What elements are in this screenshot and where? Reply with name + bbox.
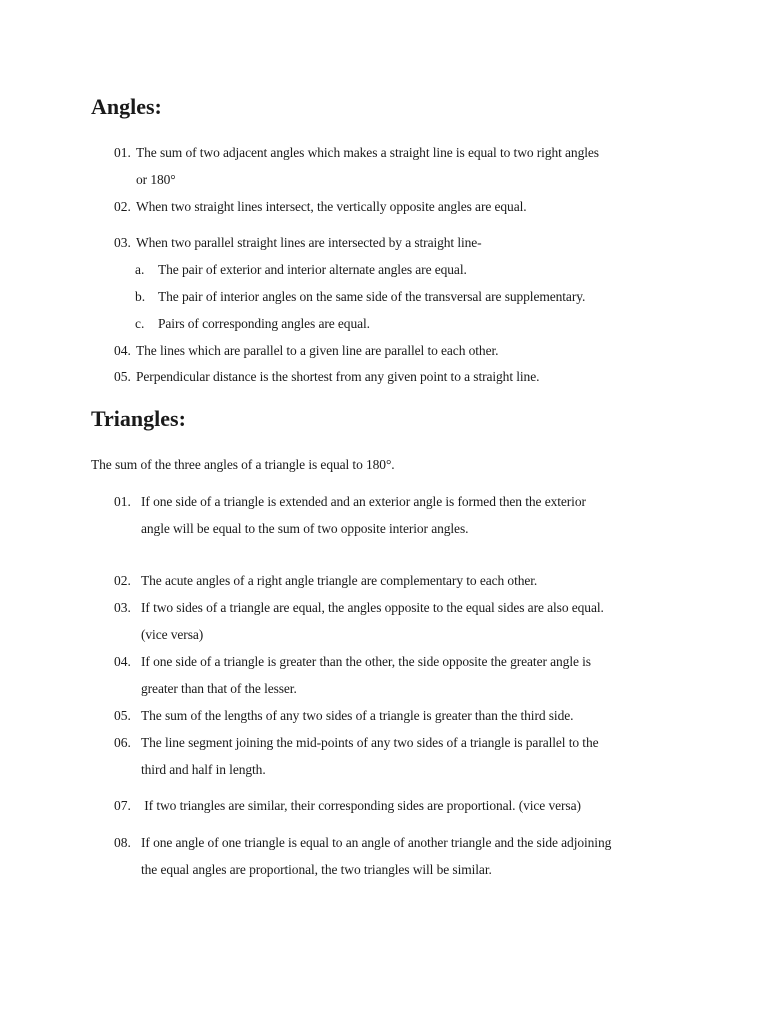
triangles-heading: Triangles: <box>91 406 186 431</box>
angles-subitem-text: The pair of exterior and interior alternate angles are equal. <box>158 262 467 277</box>
triangles-item-text: If one angle of one triangle is equal to an angle of another triangle and the side adjoining <box>141 835 612 850</box>
triangles-item-text: The line segment joining the mid-points of any two sides of a triangle is parallel to the <box>141 735 599 750</box>
triangles-item-text: angle will be equal to the sum of two opposite interior angles. <box>141 521 469 536</box>
triangles-item-text: If two triangles are similar, their corresponding sides are proportional. (vice versa) <box>141 798 581 813</box>
angles-item-text: The sum of two adjacent angles which makes a straight line is equal to two right angles <box>136 145 599 160</box>
angles-item-text: Perpendicular distance is the shortest from any given point to a straight line. <box>136 369 540 384</box>
triangles-intro: The sum of the three angles of a triangle is equal to 180°. <box>91 457 395 472</box>
angles-item-number: 01. <box>114 145 131 160</box>
angles-subitem-letter: a. <box>135 262 145 277</box>
angles-item-number: 04. <box>114 343 131 358</box>
triangles-item-number: 06. <box>114 735 131 750</box>
angles-subitem-letter: b. <box>135 289 146 304</box>
angles-item-text: The lines which are parallel to a given line are parallel to each other. <box>136 343 499 358</box>
angles-item-text: When two straight lines intersect, the vertically opposite angles are equal. <box>136 199 527 214</box>
angles-item-text: When two parallel straight lines are intersected by a straight line- <box>136 235 482 250</box>
triangles-item-text: The acute angles of a right angle triangle are complementary to each other. <box>141 573 538 588</box>
triangles-item-text: greater than that of the lesser. <box>141 681 297 696</box>
triangles-item-text: If two sides of a triangle are equal, the angles opposite to the equal sides are also equal. <box>141 600 604 615</box>
angles-item-number: 03. <box>114 235 131 250</box>
triangles-item-text: The sum of the lengths of any two sides of a triangle is greater than the third side. <box>141 708 574 723</box>
angles-item-number: 05. <box>114 369 131 384</box>
angles-subitem-letter: c. <box>135 316 145 331</box>
triangles-item-text: third and half in length. <box>141 762 266 777</box>
triangles-item-number: 05. <box>114 708 131 723</box>
triangles-item-number: 07. <box>114 798 131 813</box>
triangles-item-number: 04. <box>114 654 131 669</box>
triangles-item-number: 03. <box>114 600 131 615</box>
angles-heading: Angles: <box>91 94 162 119</box>
triangles-item-text: If one side of a triangle is extended and an exterior angle is formed then the exterior <box>141 494 586 509</box>
triangles-item-number: 08. <box>114 835 131 850</box>
triangles-item-text: If one side of a triangle is greater than the other, the side opposite the greater angle is <box>141 654 591 669</box>
triangles-item-text: the equal angles are proportional, the two triangles will be similar. <box>141 862 492 877</box>
triangles-item-text: (vice versa) <box>141 627 204 642</box>
angles-item-number: 02. <box>114 199 131 214</box>
triangles-item-number: 02. <box>114 573 131 588</box>
triangles-item-number: 01. <box>114 494 131 509</box>
angles-subitem-text: The pair of interior angles on the same side of the transversal are supplementary. <box>158 289 586 304</box>
angles-subitem-text: Pairs of corresponding angles are equal. <box>158 316 370 331</box>
angles-item-text: or 180° <box>136 172 176 187</box>
